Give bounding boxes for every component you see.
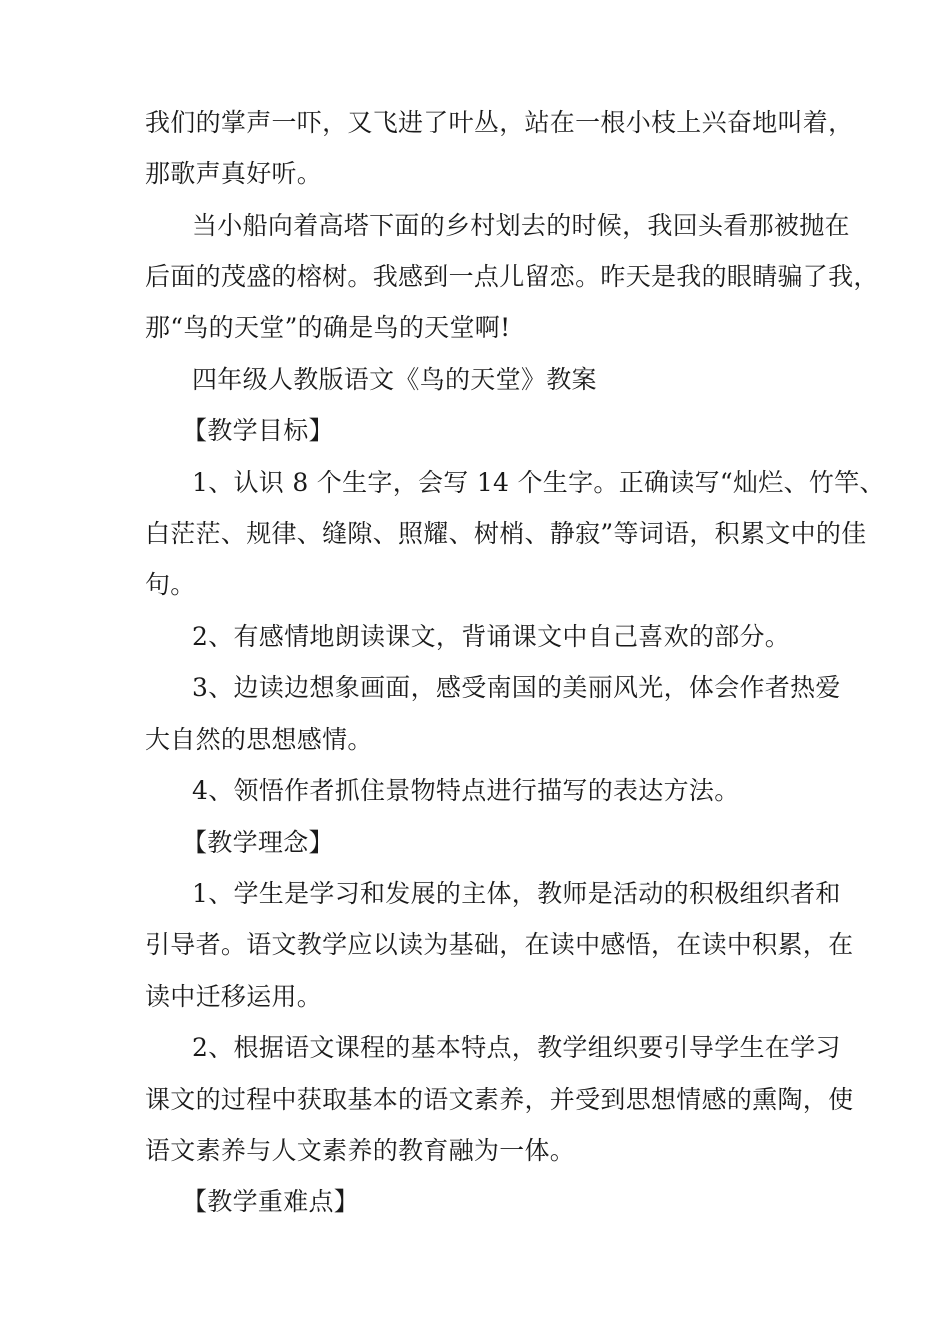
paragraph-line: 那“鸟的天堂”的确是鸟的天堂啊! bbox=[145, 313, 511, 342]
list-item: 2、根据语文课程的基本特点，教学组织要引导学生在学习 bbox=[192, 1033, 841, 1062]
paragraph-line: 大自然的思想感情。 bbox=[145, 725, 373, 754]
document-title: 四年级人教版语文《鸟的天堂》教案 bbox=[192, 365, 597, 394]
list-item: 2、有感情地朗读课文，背诵课文中自己喜欢的部分。 bbox=[192, 622, 791, 651]
section-heading-key-points: 【教学重难点】 bbox=[182, 1187, 360, 1216]
paragraph-line: 引导者。语文教学应以读为基础，在读中感悟，在读中积累，在 bbox=[145, 930, 854, 959]
paragraph-line: 后面的茂盛的榕树。我感到一点儿留恋。昨天是我的眼睛骗了我， bbox=[145, 262, 879, 291]
paragraph-line: 课文的过程中获取基本的语文素养，并受到思想情感的熏陶，使 bbox=[145, 1085, 854, 1114]
paragraph-line: 那歌声真好听。 bbox=[145, 159, 323, 188]
paragraph-line: 我们的掌声一吓，又飞进了叶丛，站在一根小枝上兴奋地叫着， bbox=[145, 108, 854, 137]
paragraph-line: 读中迁移运用。 bbox=[145, 982, 323, 1011]
paragraph-line: 语文素养与人文素养的教育融为一体。 bbox=[145, 1136, 576, 1165]
section-heading-objectives: 【教学目标】 bbox=[182, 416, 334, 445]
section-heading-philosophy: 【教学理念】 bbox=[182, 828, 334, 857]
list-item: 4、领悟作者抓住景物特点进行描写的表达方法。 bbox=[192, 776, 740, 805]
paragraph-line: 白茫茫、规律、缝隙、照耀、树梢、静寂”等词语，积累文中的佳 bbox=[145, 519, 867, 548]
list-item: 3、边读边想象画面，感受南国的美丽风光，体会作者热爱 bbox=[192, 673, 841, 702]
paragraph-line: 当小船向着高塔下面的乡村划去的时候，我回头看那被抛在 bbox=[192, 211, 850, 240]
list-item: 1、学生是学习和发展的主体，教师是活动的积极组织者和 bbox=[192, 879, 841, 908]
list-item: 1、认识 8 个生字，会写 14 个生字。正确读写“灿烂、竹竿、 bbox=[192, 468, 885, 497]
paragraph-line: 句。 bbox=[145, 570, 196, 599]
